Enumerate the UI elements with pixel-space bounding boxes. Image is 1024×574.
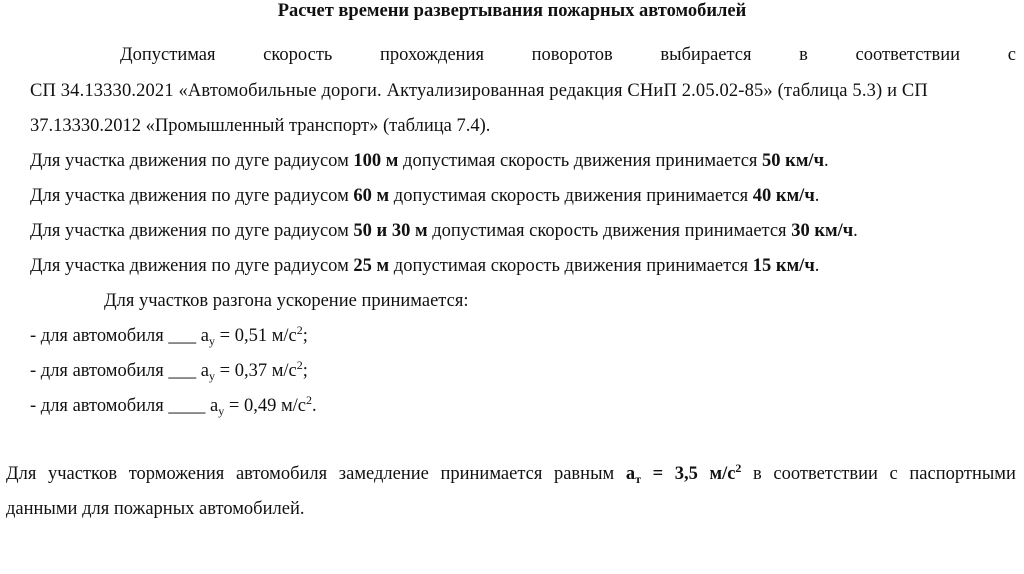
- braking-line-2: данными для пожарных автомобилей.: [6, 499, 305, 519]
- speed-value: 50 км/ч: [762, 151, 825, 171]
- radius-value: 25 м: [353, 256, 390, 276]
- intro-word: прохождения: [380, 45, 484, 65]
- speed-value: 40 км/ч: [752, 186, 815, 206]
- radius-value: 60 м: [353, 186, 390, 206]
- intro-word: скорость: [263, 45, 333, 65]
- acceleration-item: - для автомобиля ___ $a_у = 0,37$ $м/с^2$;: [30, 358, 308, 383]
- intro-line-1: [120, 44, 1016, 66]
- intro-word: с: [1007, 45, 1016, 65]
- intro-word: Допустимая: [120, 45, 216, 65]
- speed-line: Для участка движения по дуге радиусом 50 и 30 м допустимая скорость движения принимается 30 км/ч.: [30, 221, 858, 241]
- speed-line: Для участка движения по дуге радиусом 60 м допустимая скорость движения принимается 40 км/ч.: [30, 186, 820, 206]
- radius-value: 50 и 30 м: [353, 221, 428, 241]
- acceleration-item: - для автомобиля ___ $a_у = 0,51$ $м/с^2$;: [30, 323, 308, 348]
- speed-line: Для участка движения по дуге радиусом 100 м допустимая скорость движения принимается 50 км/ч.: [30, 151, 829, 171]
- acceleration-item: - для автомобиля ____ $a_у = 0,49$ $м/с^2$.: [30, 393, 317, 418]
- speed-value: 15 км/ч: [752, 256, 815, 276]
- intro-line-2: СП 34.13330.2021 «Автомобильные дороги. Актуализированная редакция СНиП 2.05.02-85» (таблица 5.3) и СП: [30, 81, 928, 101]
- intro-line-3: 37.13330.2012 «Промышленный транспорт» (таблица 7.4).: [30, 116, 491, 136]
- radius-value: 100 м: [353, 151, 399, 171]
- braking-unit: $м/с^2$: [709, 461, 742, 484]
- document-title: Расчет времени развертывания пожарных автомобилей: [277, 1, 747, 21]
- intro-word: выбирается: [660, 45, 752, 65]
- acceleration-heading: Для участков разгона ускорение принимается:: [104, 291, 469, 311]
- braking-symbol: $a_т$: [625, 464, 641, 486]
- intro-word: поворотов: [531, 45, 613, 65]
- intro-word: в: [799, 45, 808, 65]
- braking-value: 3,5: [674, 464, 698, 484]
- braking-line-1: Для участков торможения автомобиля замедление принимается равным $a_т$ = 3,5 $м/с^2$ в соответствии с паспортными: [6, 461, 1016, 486]
- speed-value: 30 км/ч: [791, 221, 854, 241]
- speed-line: Для участка движения по дуге радиусом 25 м допустимая скорость движения принимается 15 км/ч.: [30, 256, 820, 276]
- intro-word: соответствии: [855, 45, 961, 65]
